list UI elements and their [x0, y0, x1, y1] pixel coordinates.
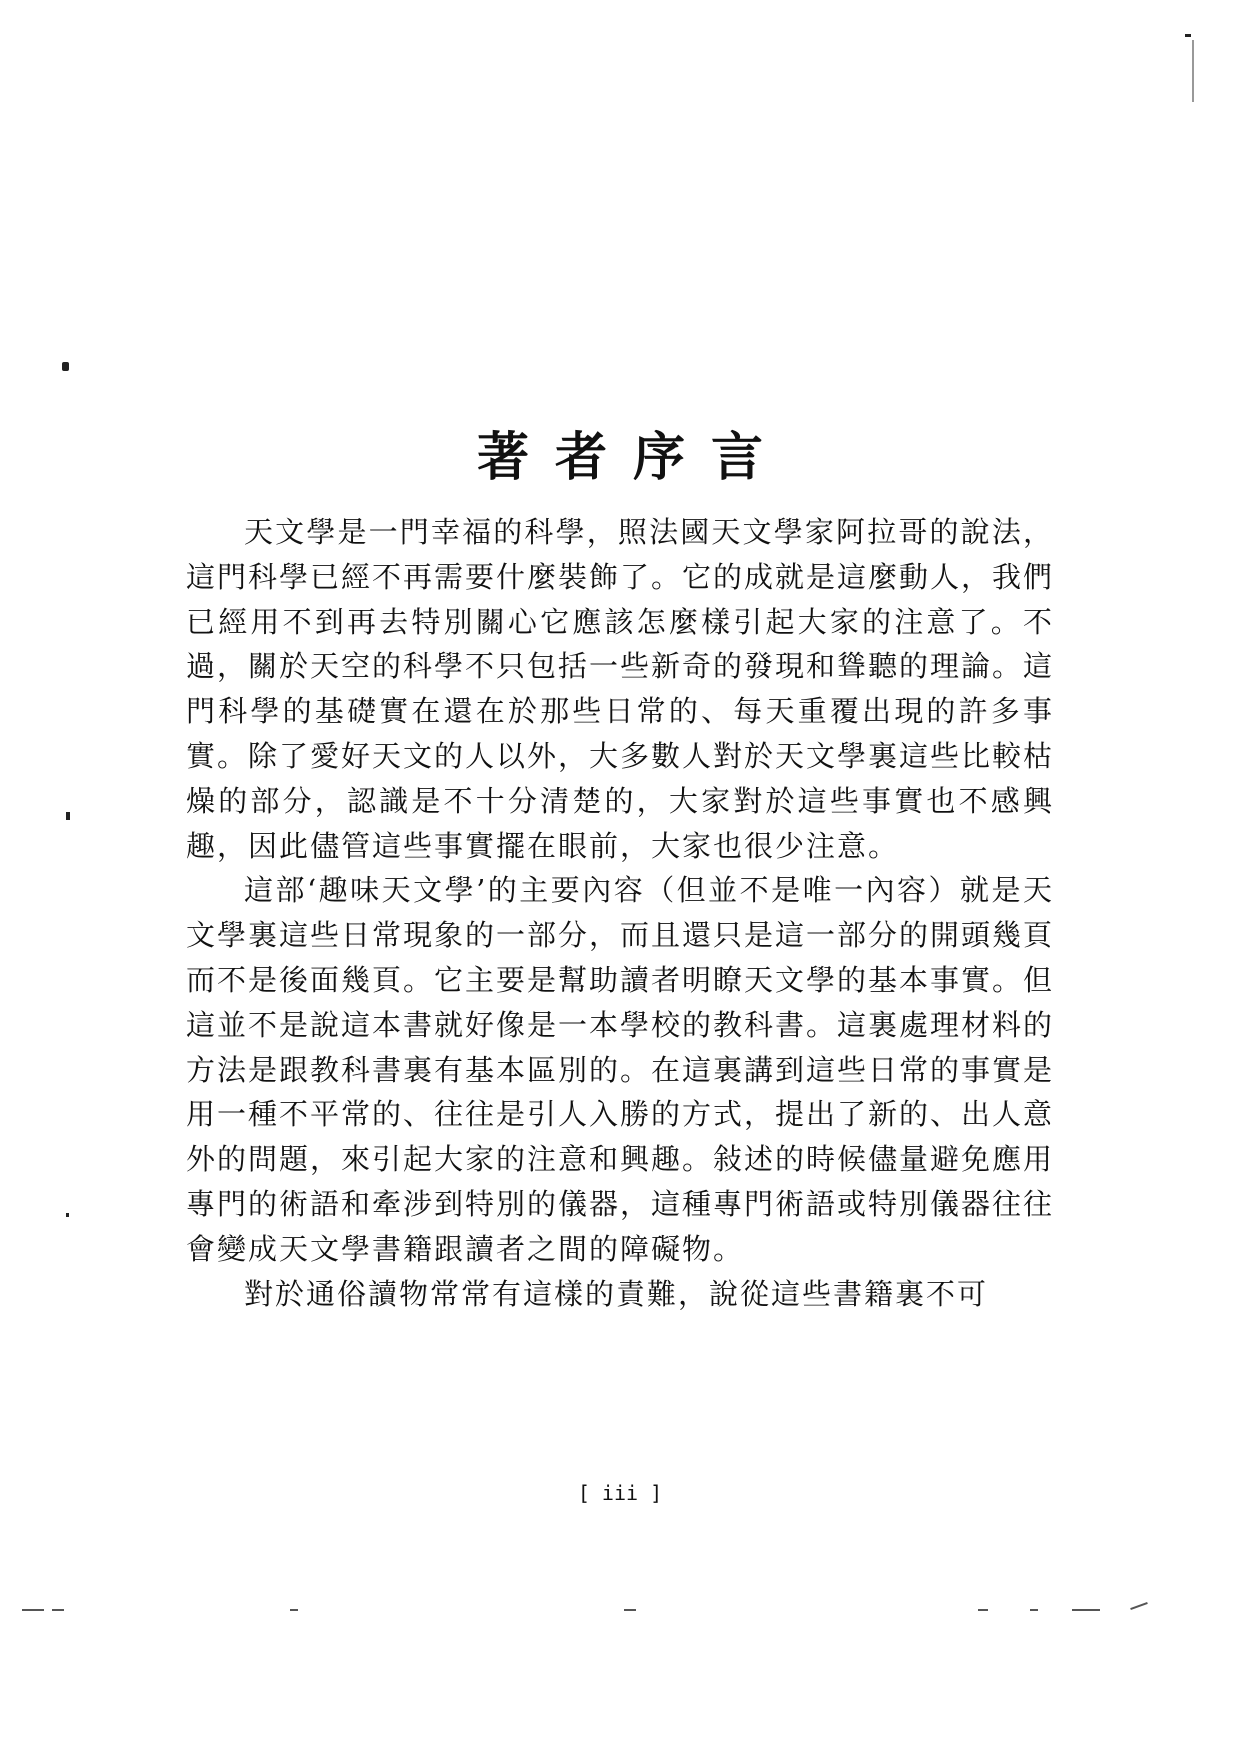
page-number: [ iii ]: [577, 1481, 663, 1505]
scan-bottom-line: [1072, 1609, 1100, 1611]
scan-speck: [66, 812, 70, 820]
page-title: 著者序言: [476, 426, 789, 488]
scan-bottom-line: [624, 1609, 636, 1611]
scan-speck: [62, 362, 69, 371]
paragraph: 對於通俗讀物常常有這樣的責難，說從這些書籍裏不可: [244, 1276, 989, 1311]
scan-bottom-line: [290, 1609, 298, 1611]
scan-bottom-line: [1130, 1602, 1148, 1610]
scan-speck: [66, 1213, 69, 1217]
paragraph: 這部‘趣味天文學’的主要內容（但並不是唯一內容）就是天文學裏這些日常現象的一部分，而且還只是這一部分的開頭幾頁而不是後面幾頁。它主要是幫助讀者明瞭天文學的基本事實。但這並不是說這本書就好像是一本學校的教科書。這裏處理材料的方法是跟教科書裏有基本區別的。在這裏講到這些日常的事實是用一種不平常的、往往是引人入勝的方式，提出了新的、出人意外的問題，來引起大家的注意和興趣。敍述的時候儘量避免應用專門的術語和牽涉到特別的儀器，這種專門術語或特別儀器往往會變成天文學書籍跟讀者之間的障礙物。: [186, 873, 1055, 1266]
scan-bottom-line: [978, 1609, 988, 1611]
paragraph: 天文學是一門幸福的科學，照法國天文學家阿拉哥的說法，這門科學已經不再需要什麼裝飾了。它的成就是這麼動人，我們已經用不到再去特別關心它應該怎麼樣引起大家的注意了。不過，關於天空的科學不只包括一些新奇的發現和聳聽的理論。這門科學的基礎實在還在於那些日常的、每天重覆出現的許多事實。除了愛好天文的人以外，大多數人對於天文學裏這些比較枯燥的部分，認識是不十分清楚的，大家對於這些事實也不感興趣，因此儘管這些事實擺在眼前，大家也很少注意。: [186, 515, 1055, 863]
preface-body: [186, 510, 1054, 1316]
scan-bottom-line: [52, 1609, 64, 1611]
scan-edge-mark: [1192, 40, 1194, 102]
scan-bottom-line: [22, 1609, 44, 1611]
scan-edge-mark: [1185, 34, 1191, 37]
scan-bottom-line: [1030, 1609, 1038, 1611]
